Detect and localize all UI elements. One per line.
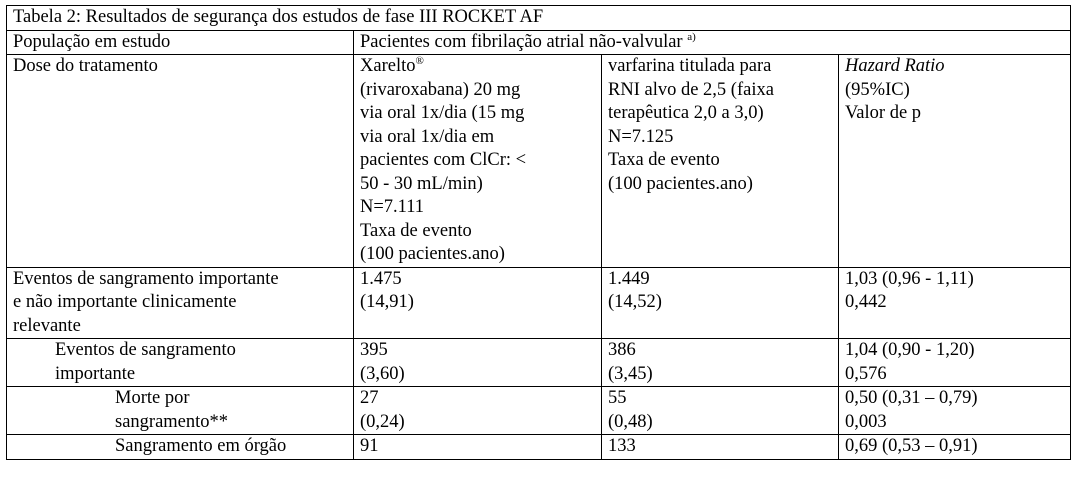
xarelto-value: 91	[354, 435, 602, 460]
safety-results-table	[6, 5, 1071, 460]
varfarina-line: RNI alvo de 2,5 (faixa	[608, 79, 774, 100]
population-label: População em estudo	[7, 30, 354, 55]
hazard-value: 0,50 (0,31 – 0,79) 0,003	[839, 387, 1071, 435]
title-row	[7, 6, 1071, 31]
population-row	[7, 30, 1071, 55]
varfarina-line: terapêutica 2,0 a 3,0)	[608, 103, 764, 123]
xarelto-cell	[354, 55, 602, 268]
hazard-ratio-label: Hazard Ratio	[845, 56, 945, 76]
table-row	[7, 387, 1071, 435]
hazard-value: 1,03 (0,96 - 1,11) 0,442	[839, 267, 1071, 339]
hazard-line: (95%IC)	[845, 79, 910, 100]
varfarina-value: 1.449 (14,52)	[602, 267, 839, 339]
xarelto-value: 27 (0,24)	[354, 387, 602, 435]
xarelto-line: pacientes com ClCr: <	[360, 150, 527, 170]
hazard-value: 1,04 (0,90 - 1,20) 0,576	[839, 339, 1071, 387]
varfarina-line: (100 pacientes.ano)	[608, 173, 753, 194]
row-label: Sangramento em órgão	[7, 435, 354, 460]
varfarina-value: 55 (0,48)	[602, 387, 839, 435]
xarelto-line: via oral 1x/dia em	[360, 126, 495, 147]
table-title: Tabela 2: Resultados de segurança dos estudos de fase III ROCKET AF	[7, 6, 1071, 31]
varfarina-line: varfarina titulada para	[608, 56, 772, 76]
xarelto-value: 1.475 (14,91)	[354, 267, 602, 339]
xarelto-line: N=7.111	[360, 197, 425, 217]
table-row	[7, 339, 1071, 387]
table-row	[7, 435, 1071, 460]
hazard-cell	[839, 55, 1071, 268]
xarelto-name-line	[360, 55, 595, 79]
varfarina-value: 133	[602, 435, 839, 460]
xarelto-name: Xarelto	[360, 56, 416, 76]
hazard-line: Valor de p	[845, 103, 922, 123]
varfarina-value: 386 (3,45)	[602, 339, 839, 387]
row-label: Eventos de sangramento importante	[7, 339, 354, 387]
xarelto-line: (rivaroxabana) 20 mg	[360, 79, 521, 100]
dose-label: Dose do tratamento	[7, 55, 354, 268]
xarelto-line: 50 - 30 mL/min)	[360, 173, 483, 194]
dose-row	[7, 55, 1071, 268]
population-superscript: a)	[687, 30, 696, 43]
population-value: Pacientes com fibrilação atrial não-valvular	[360, 31, 683, 52]
xarelto-line: via oral 1x/dia (15 mg	[360, 103, 525, 123]
varfarina-line: N=7.125	[608, 126, 674, 147]
xarelto-line: Taxa de evento	[360, 220, 472, 241]
row-label: Morte por sangramento**	[7, 387, 354, 435]
varfarina-line: Taxa de evento	[608, 150, 720, 170]
row-label: Eventos de sangramento importante e não importante clinicamente relevante	[7, 267, 354, 339]
table-row	[7, 267, 1071, 339]
xarelto-value: 395 (3,60)	[354, 339, 602, 387]
xarelto-line: (100 pacientes.ano)	[360, 244, 505, 264]
population-value-cell	[354, 30, 1071, 55]
hazard-value: 0,69 (0,53 – 0,91)	[839, 435, 1071, 460]
varfarina-cell	[602, 55, 839, 268]
xarelto-reg: ®	[415, 55, 424, 67]
